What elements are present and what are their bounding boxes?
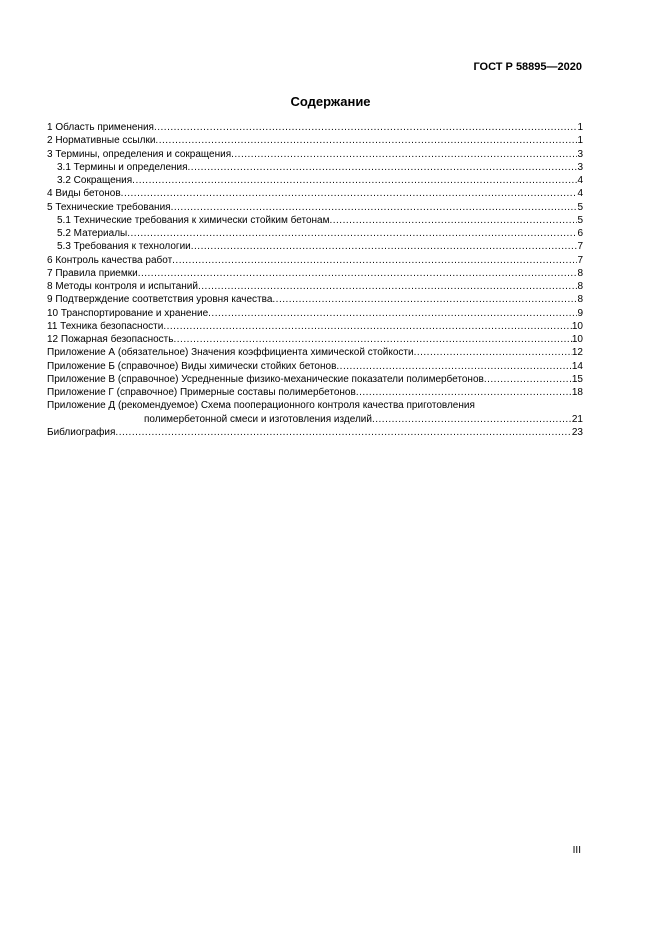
toc-entry-label: 6 Контроль качества работ	[47, 254, 173, 266]
toc-leader-dots	[484, 373, 572, 386]
toc-entry-label: 11 Техника безопасности	[47, 320, 164, 332]
toc-entry[interactable]	[47, 426, 583, 439]
toc-entry-page: 5	[577, 201, 583, 213]
toc-entry-label: 7 Правила приемки	[47, 267, 138, 279]
toc-entry-page: 7	[577, 254, 583, 266]
toc-entry-page: 4	[577, 175, 583, 186]
toc-entry[interactable]	[47, 121, 583, 134]
page-title: Содержание	[290, 94, 371, 109]
toc-entry-page: 8	[577, 281, 583, 292]
toc-entry-page: 21	[571, 413, 583, 425]
toc-entry-page: 18	[571, 387, 583, 398]
toc-leader-dots	[132, 174, 577, 187]
toc-entry-continuation-label: полимербетонной смеси и изготовления изделий	[144, 413, 372, 425]
toc-leader-dots	[138, 267, 578, 280]
toc-entry-continuation[interactable]	[47, 413, 583, 426]
toc-entry-page: 4	[577, 188, 583, 200]
toc-leader-dots	[173, 333, 571, 346]
toc-entry-label: 10 Транспортирование и хранение	[47, 307, 209, 319]
toc-entry-label: Приложение В (справочное) Усредненные физико-механические показатели полимербетонов	[47, 373, 484, 385]
toc-leader-dots	[372, 413, 572, 426]
toc-leader-dots	[188, 161, 578, 174]
toc-entry-page: 3	[577, 161, 583, 173]
toc-entry-label: Приложение Б (справочное) Виды химически стойких бетонов	[47, 360, 337, 372]
toc-entry-label: 3 Термины, определения и сокращения	[47, 148, 232, 160]
toc-entry-page: 6	[577, 228, 583, 239]
toc-entry-page: 15	[571, 373, 583, 385]
toc-entry-multiline[interactable]	[47, 399, 583, 412]
toc-entry-label: 5.2 Материалы	[57, 228, 128, 239]
toc-entry-label: 2 Нормативные ссылки	[47, 135, 156, 147]
toc-subentry[interactable]	[47, 161, 583, 174]
page-number: III	[572, 845, 581, 856]
toc-leader-dots	[336, 360, 571, 373]
toc-entry-page: 8	[577, 267, 583, 279]
toc-entry-label: Приложение Д (рекомендуемое) Схема пооперационного контроля качества приготовления	[47, 400, 475, 412]
toc-entry-page: 7	[577, 241, 583, 253]
toc-leader-dots	[172, 254, 577, 267]
toc-leader-dots	[115, 426, 571, 439]
toc-leader-dots	[127, 227, 577, 240]
toc-entry[interactable]	[47, 386, 583, 399]
toc-leader-dots	[154, 121, 577, 134]
toc-leader-dots	[198, 280, 577, 293]
toc-subentry[interactable]	[47, 174, 583, 187]
toc-leader-dots	[163, 320, 572, 333]
toc-leader-dots	[191, 240, 578, 253]
toc-leader-dots	[272, 293, 577, 306]
toc-entry-label: 12 Пожарная безопасность	[47, 334, 174, 345]
toc-entry-label: 5.1 Технические требования к химически стойким бетонам	[57, 214, 330, 226]
toc-leader-dots	[155, 134, 577, 147]
toc-leader-dots	[329, 214, 577, 227]
toc-entry-label: 3.1 Термины и определения	[57, 161, 188, 173]
toc-entry-page: 14	[571, 360, 583, 372]
toc-entry[interactable]	[47, 373, 583, 386]
toc-entry-label: Библиография	[47, 426, 116, 438]
toc-entry-page: 10	[571, 320, 583, 332]
toc-entry-label: Приложение Г (справочное) Примерные составы полимербетонов	[47, 387, 356, 398]
toc-entry-page: 8	[577, 294, 583, 306]
toc-entry-label: 5 Технические требования	[47, 201, 171, 213]
toc-entry-page: 23	[571, 426, 583, 438]
toc-leader-dots	[171, 201, 578, 214]
toc-entry[interactable]	[47, 333, 583, 346]
toc-entry-page: 3	[577, 148, 583, 160]
toc-entry[interactable]	[47, 320, 583, 333]
toc-entry-label: 5.3 Требования к технологии	[57, 241, 191, 253]
toc-leader-dots	[231, 148, 577, 161]
toc-entry[interactable]	[47, 148, 583, 161]
toc-entry-label: 8 Методы контроля и испытаний	[47, 281, 198, 292]
toc-subentry[interactable]	[47, 240, 583, 253]
toc-entry-page: 5	[577, 214, 583, 226]
toc-entry-label: 1 Область применения	[47, 122, 154, 133]
toc-subentry[interactable]	[47, 227, 583, 240]
document-standard-number: ГОСТ Р 58895—2020	[473, 61, 582, 73]
toc-entry-label: 4 Виды бетонов	[47, 188, 121, 200]
toc-leader-dots	[414, 346, 572, 359]
toc-entry-page: 9	[577, 307, 583, 319]
toc-leader-dots	[356, 386, 572, 399]
toc-leader-dots	[208, 307, 577, 320]
toc-entry-page: 1	[577, 122, 583, 133]
toc-entry[interactable]	[47, 267, 583, 280]
table-of-contents	[47, 121, 583, 439]
toc-entry[interactable]	[47, 201, 583, 214]
toc-entry[interactable]	[47, 360, 583, 373]
toc-entry-page: 10	[571, 334, 583, 345]
toc-entry[interactable]	[47, 280, 583, 293]
toc-entry-label: Приложение А (обязательное) Значения коэффициента химической стойкости	[47, 347, 414, 359]
toc-entry-page: 1	[577, 135, 583, 147]
toc-subentry[interactable]	[47, 214, 583, 227]
toc-entry[interactable]	[47, 293, 583, 306]
toc-entry[interactable]	[47, 187, 583, 200]
toc-entry-label: 9 Подтверждение соответствия уровня качества	[47, 294, 273, 306]
toc-entry[interactable]	[47, 346, 583, 359]
toc-entry-page: 12	[571, 347, 583, 359]
toc-leader-dots	[121, 187, 578, 200]
toc-entry-label: 3.2 Сокращения	[57, 175, 133, 186]
toc-entry[interactable]	[47, 134, 583, 147]
toc-entry[interactable]	[47, 254, 583, 267]
toc-entry[interactable]	[47, 307, 583, 320]
